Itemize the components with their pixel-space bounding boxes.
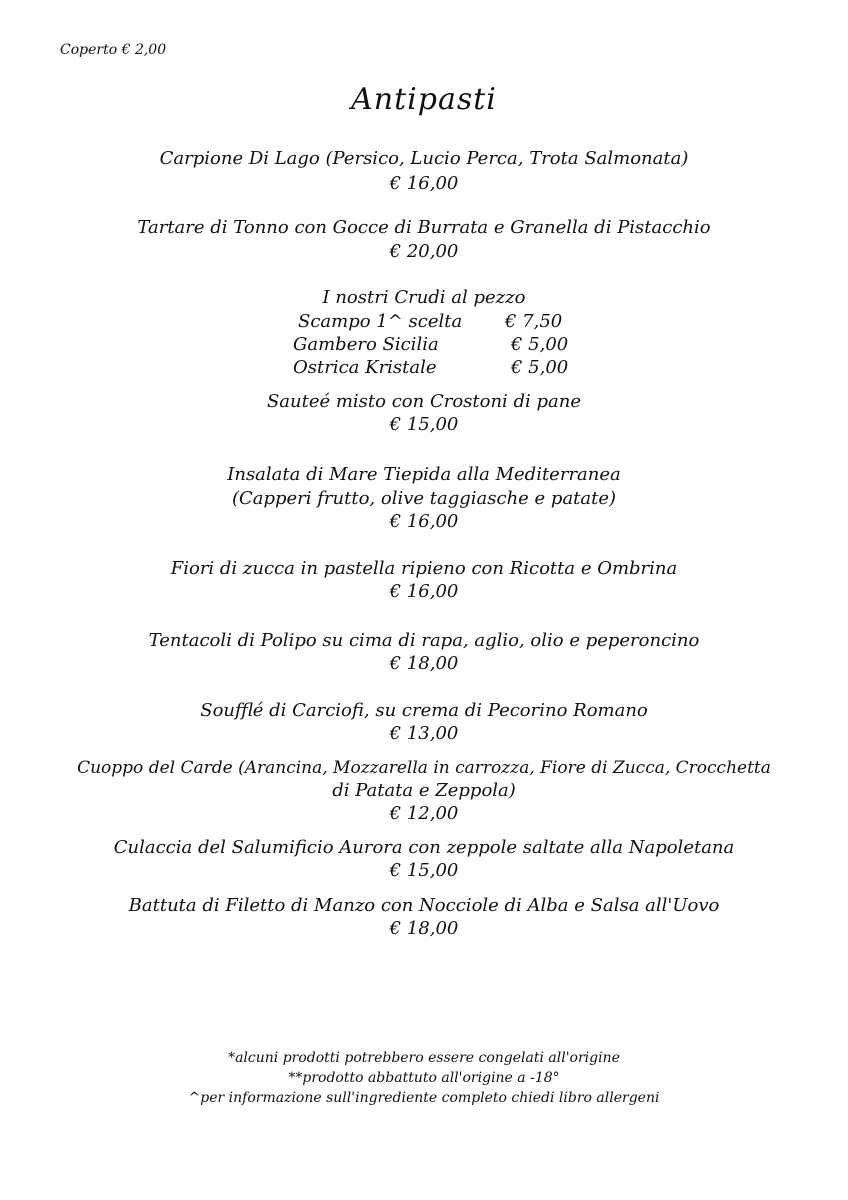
footnote: **prodotto abbattuto all'origine a -18° xyxy=(288,1070,560,1086)
menu-item-name: Insalata di Mare Tiepida alla Mediterranea xyxy=(227,464,621,485)
menu-item-price: € 15,00 xyxy=(389,414,459,435)
menu-item-price: € 16,00 xyxy=(389,581,459,602)
cover-charge: Coperto € 2,00 xyxy=(60,42,167,58)
menu-item-name: Fiori di zucca in pastella ripieno con Ricotta e Ombrina xyxy=(170,558,678,579)
menu-item-description: di Patata e Zeppola) xyxy=(332,780,516,801)
menu-item-name: Battuta di Filetto di Manzo con Nocciole di Alba e Salsa all'Uovo xyxy=(128,895,720,916)
menu-item-name: Cuoppo del Carde (Arancina, Mozzarella in carrozza, Fiore di Zucca, Crocchetta xyxy=(77,758,771,778)
menu-item-price: € 12,00 xyxy=(389,803,459,824)
menu-item-price: € 13,00 xyxy=(389,723,459,744)
footnote: *alcuni prodotti potrebbero essere congelati all'origine xyxy=(228,1050,620,1066)
menu-item-description: (Capperi frutto, olive taggiasche e patate) xyxy=(231,488,617,509)
section-title: Antipasti xyxy=(351,82,497,117)
crudo-name: Gambero Sicilia xyxy=(293,334,439,355)
menu-item-name: Tentacoli di Polipo su cima di rapa, aglio, olio e peperoncino xyxy=(148,630,700,651)
menu-item-price: € 16,00 xyxy=(389,511,459,532)
menu-item-name: Culaccia del Salumificio Aurora con zeppole saltate alla Napoletana xyxy=(113,837,735,858)
menu-item-name: Tartare di Tonno con Gocce di Burrata e Granella di Pistacchio xyxy=(137,217,711,238)
crudo-price: € 7,50 xyxy=(505,311,563,332)
menu-item-name: I nostri Crudi al pezzo xyxy=(322,287,526,308)
crudo-name: Scampo 1^ scelta xyxy=(298,311,463,332)
menu-item-price: € 20,00 xyxy=(389,241,459,262)
menu-item-price: € 18,00 xyxy=(389,918,459,939)
footnote: ^per informazione sull'ingrediente completo chiedi libro allergeni xyxy=(188,1090,660,1106)
menu-item-name: Carpione Di Lago (Persico, Lucio Perca, Trota Salmonata) xyxy=(159,148,689,169)
crudo-price: € 5,00 xyxy=(511,334,569,355)
menu-item-price: € 18,00 xyxy=(389,653,459,674)
crudo-name: Ostrica Kristale xyxy=(293,357,437,378)
menu-item-price: € 16,00 xyxy=(389,173,459,194)
crudo-price: € 5,00 xyxy=(511,357,569,378)
menu-item-price: € 15,00 xyxy=(389,860,459,881)
menu-item-name: Soufflé di Carciofi, su crema di Pecorino Romano xyxy=(200,700,648,721)
menu-item-name: Sauteé misto con Crostoni di pane xyxy=(266,391,582,412)
